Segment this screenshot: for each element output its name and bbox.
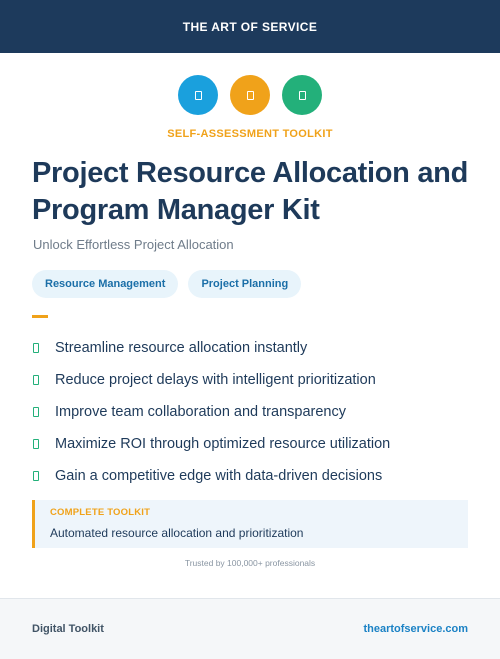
tag-project-planning[interactable]: Project Planning <box>188 270 301 298</box>
footer <box>0 598 500 659</box>
feature-text: Reduce project delays with intelligent prioritization <box>55 372 376 388</box>
feature-text: Streamline resource allocation instantly <box>55 340 308 356</box>
footer-label: Digital Toolkit <box>32 623 104 635</box>
accent-divider <box>32 315 48 318</box>
check-icon <box>33 343 39 353</box>
subtitle: Unlock Effortless Project Allocation <box>33 237 234 252</box>
check-icon <box>33 471 39 481</box>
brand-name: THE ART OF SERVICE <box>182 19 318 34</box>
header-bar <box>0 0 500 53</box>
list-item <box>32 396 472 428</box>
feature-text: Gain a competitive edge with data-driven decisions <box>55 468 383 484</box>
list-item <box>32 460 472 492</box>
check-icon <box>33 407 39 417</box>
trust-note: Trusted by 100,000+ professionals <box>184 558 316 568</box>
callout-label: COMPLETE TOOLKIT <box>50 507 151 518</box>
tag-list <box>32 270 301 298</box>
feature-list <box>32 332 472 492</box>
document-icon <box>282 75 322 115</box>
list-item <box>32 364 472 396</box>
toolkit-callout <box>32 500 468 548</box>
check-icon <box>33 439 39 449</box>
callout-text: Automated resource allocation and prioritization <box>50 526 304 540</box>
tag-resource-management[interactable]: Resource Management <box>32 270 178 298</box>
feature-text: Maximize ROI through optimized resource utilization <box>55 436 391 452</box>
list-item <box>32 332 472 364</box>
list-item <box>32 428 472 460</box>
document-icon <box>178 75 218 115</box>
eyebrow-label: SELF-ASSESSMENT TOOLKIT <box>167 128 333 140</box>
page-title: Project Resource Allocation and Program Manager Kit <box>32 157 469 226</box>
website-link[interactable]: theartofservice.com <box>363 623 468 635</box>
document-icon <box>230 75 270 115</box>
feature-text: Improve team collaboration and transparency <box>55 404 346 420</box>
check-icon <box>33 375 39 385</box>
icon-row <box>0 75 500 115</box>
